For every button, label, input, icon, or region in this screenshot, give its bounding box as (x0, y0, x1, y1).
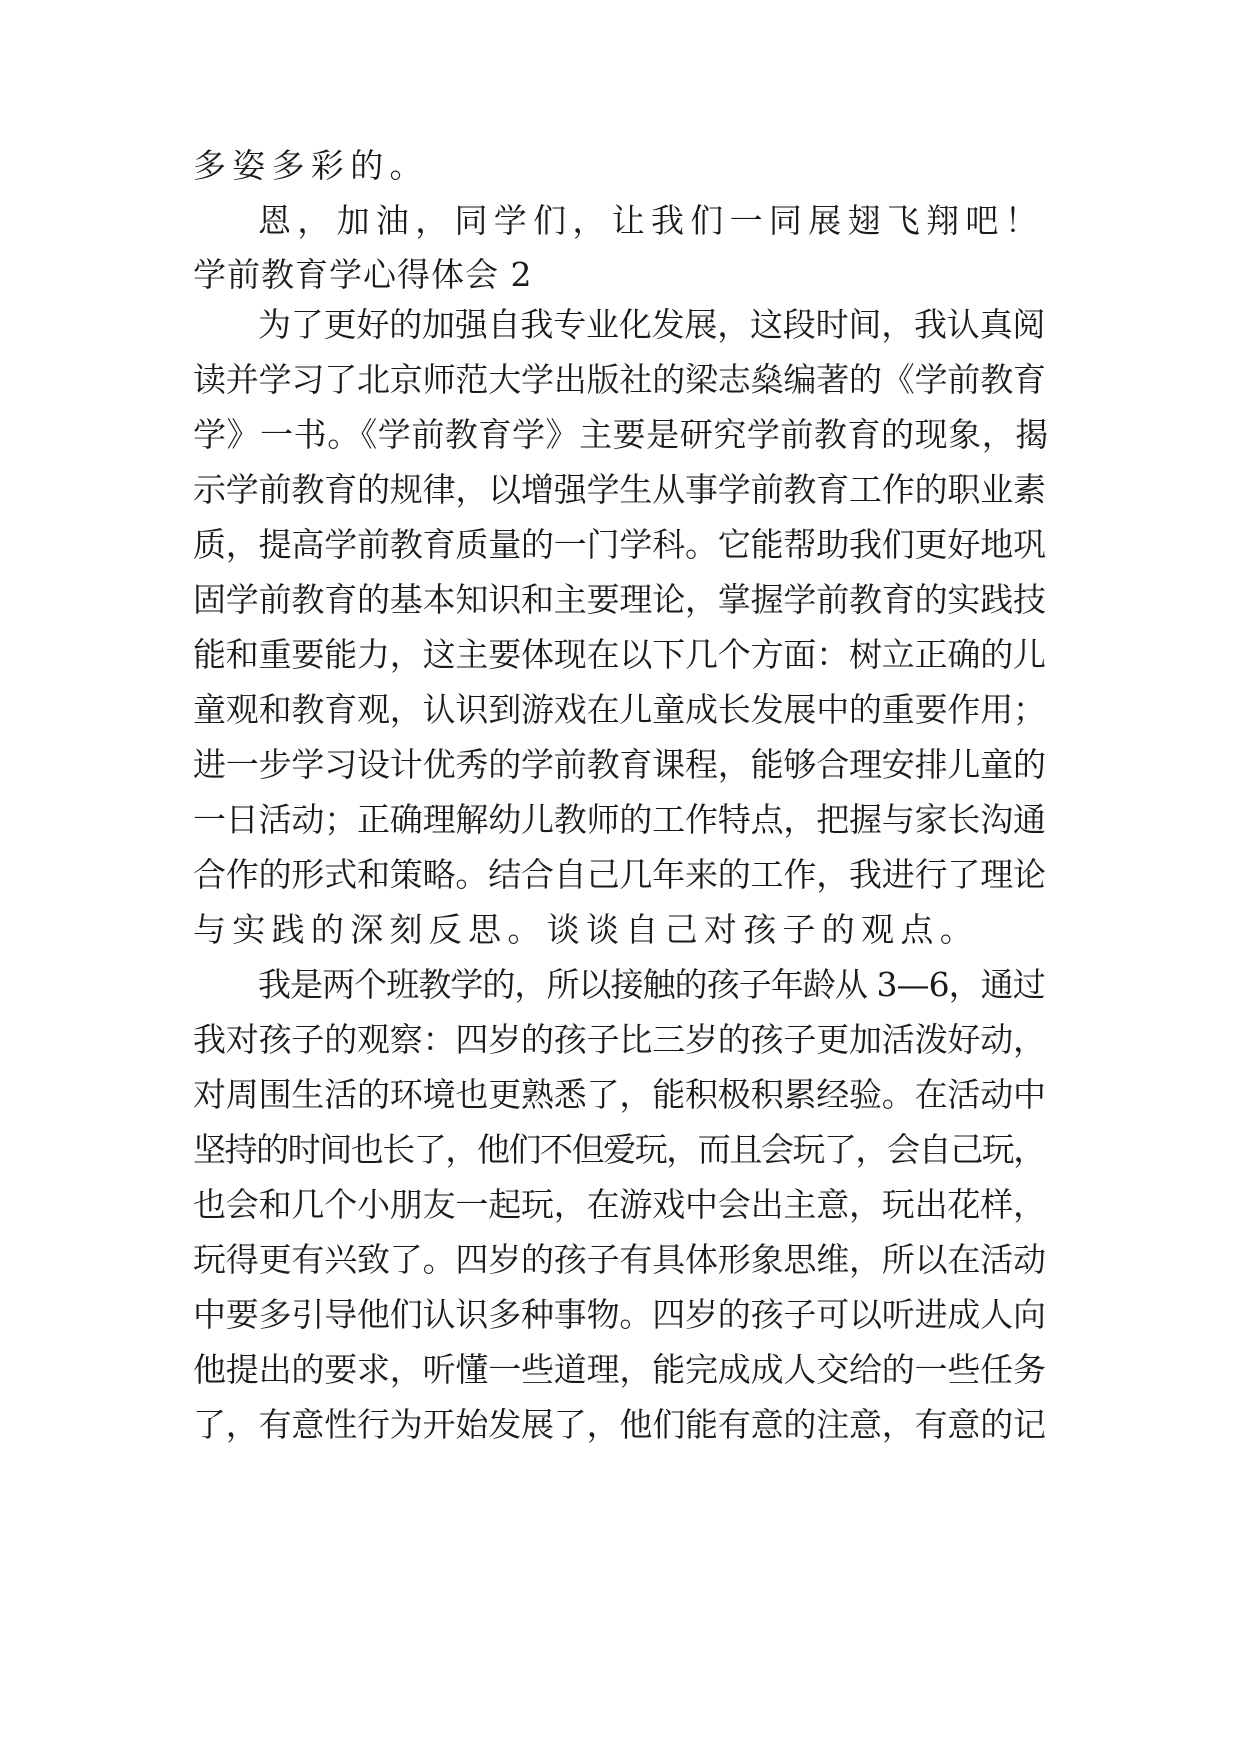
section-heading: 学前教育学心得体会 2 (193, 255, 533, 294)
paragraph-line: 读并学习了北京师范大学出版社的梁志燊编著的《学前教育 (193, 360, 1046, 399)
paragraph-line: 我对孩子的观察：四岁的孩子比三岁的孩子更加活泼好动， (193, 1020, 1046, 1059)
paragraph-line: 质，提高学前教育质量的一门学科。它能帮助我们更好地巩 (193, 525, 1046, 564)
paragraph-line: 也会和几个小朋友一起玩，在游戏中会出主意，玩出花样， (193, 1185, 1046, 1224)
paragraph-line: 示学前教育的规律，以增强学生从事学前教育工作的职业素 (193, 470, 1046, 509)
paragraph-line: 一日活动；正确理解幼儿教师的工作特点，把握与家长沟通 (193, 800, 1046, 839)
paragraph-line: 合作的形式和策略。结合自己几年来的工作，我进行了理论 (193, 855, 1046, 894)
paragraph-line: 能和重要能力，这主要体现在以下几个方面：树立正确的儿 (193, 635, 1046, 674)
paragraph-line: 中要多引导他们认识多种事物。四岁的孩子可以听进成人向 (193, 1295, 1046, 1334)
paragraph-line: 他提出的要求，听懂一些道理，能完成成人交给的一些任务 (193, 1350, 1046, 1389)
paragraph-line: 玩得更有兴致了。四岁的孩子有具体形象思维，所以在活动 (193, 1240, 1046, 1279)
paragraph-line: 学》一书。《学前教育学》主要是研究学前教育的现象，揭 (193, 415, 1049, 454)
paragraph-line: 对周围生活的环境也更熟悉了，能积极积累经验。在活动中 (193, 1075, 1046, 1114)
paragraph-line: 了，有意性行为开始发展了，他们能有意的注意，有意的记 (193, 1405, 1046, 1444)
paragraph-line: 为了更好的加强自我专业化发展，这段时间，我认真阅 (258, 305, 1046, 344)
paragraph-line: 童观和教育观，认识到游戏在儿童成长发展中的重要作用； (193, 690, 1046, 729)
paragraph-line: 与实践的深刻反思。谈谈自己对孩子的观点。 (193, 910, 979, 949)
paragraph-line: 恩，加油，同学们，让我们一同展翅飞翔吧！ (258, 201, 1044, 240)
paragraph-line: 固学前教育的基本知识和主要理论，掌握学前教育的实践技 (193, 580, 1046, 619)
paragraph-line: 我是两个班教学的，所以接触的孩子年龄从 3—6，通过 (258, 965, 1045, 1004)
paragraph-line: 坚持的时间也长了，他们不但爱玩，而且会玩了，会自己玩， (193, 1130, 1045, 1169)
paragraph-line: 进一步学习设计优秀的学前教育课程，能够合理安排儿童的 (193, 745, 1046, 784)
paragraph-line: 多姿多彩的。 (193, 146, 429, 185)
